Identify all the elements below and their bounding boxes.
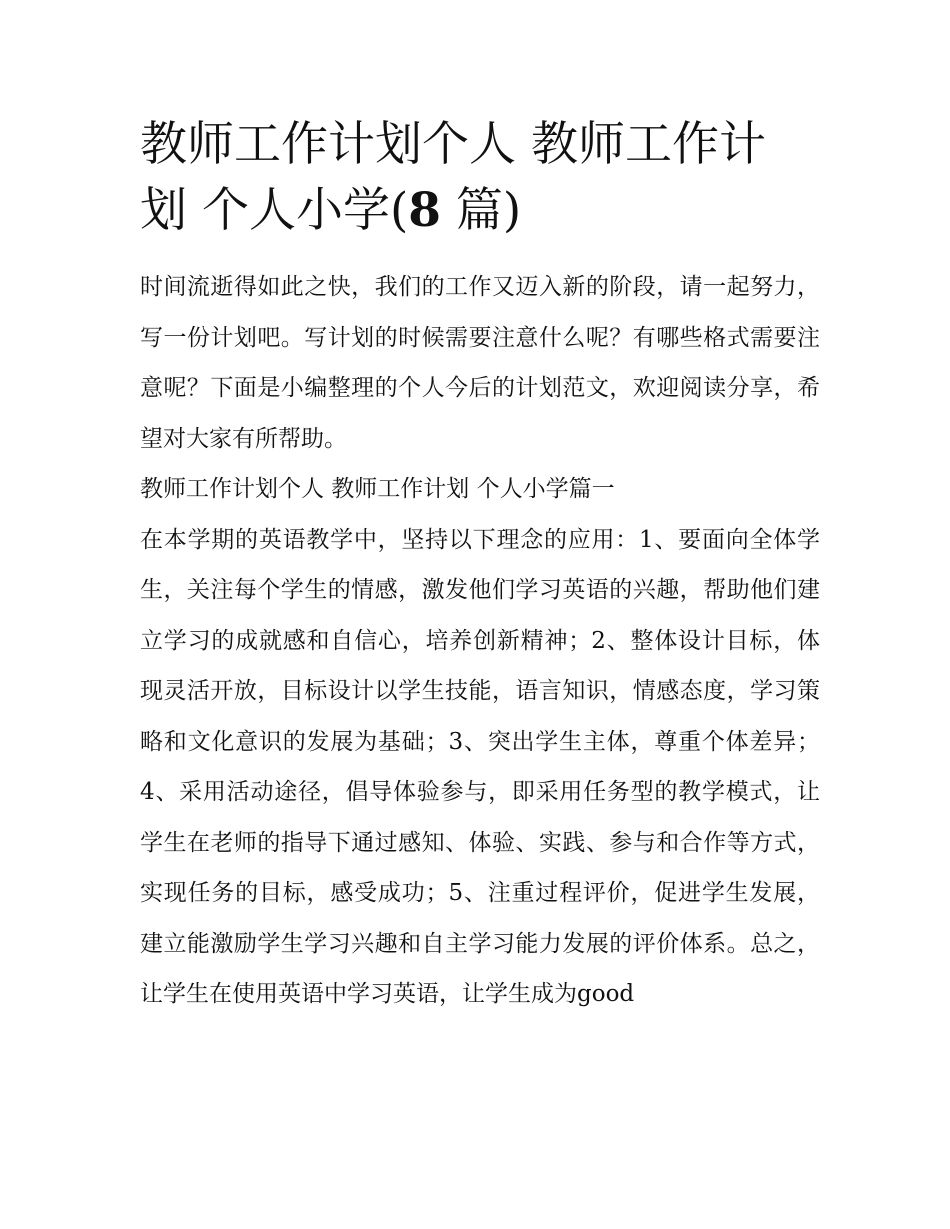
document-content bbox=[140, 112, 820, 1020]
title-line-2-prefix: 划 个人小学( bbox=[140, 183, 409, 238]
title-line-2-number: 8 bbox=[408, 183, 441, 238]
title-line-1: 教师工作计划个人 教师工作计 bbox=[140, 117, 766, 172]
title-line-2-suffix: 篇) bbox=[440, 183, 522, 238]
section-heading: 教师工作计划个人 教师工作计划 个人小学篇一 bbox=[140, 476, 615, 502]
body-paragraph: 在本学期的英语教学中，坚持以下理念的应用：1、要面向全体学生，关注每个学生的情感，激发他们学习英语的兴趣，帮助他们建立学习的成就感和自信心，培养创新精神；2、整体设计目标，体现灵活开放，目标设计以学生技能，语言知识，情感态度，学习策略和文化意识的发展为基础；3、突出学生主体，尊重个体差异；4、采用活动途径，倡导体验参与，即采用任务型的教学模式，让学生在老师的指导下通过感知、体验、实践、参与和合作等方式，实现任务的目标，感受成功；5、注重过程评价，促进学生发展，建立能激励学生学习兴趣和自主学习能力发展的评价体系。总之，让学生在使用英语中学习英语，让学生成为good bbox=[140, 526, 820, 1007]
intro-paragraph: 时间流逝得如此之快，我们的工作又迈入新的阶段，请一起努力，写一份计划吧。写计划的时候需要注意什么呢？有哪些格式需要注意呢？下面是小编整理的个人今后的计划范文，欢迎阅读分享，希望对大家有所帮助。 bbox=[140, 274, 820, 452]
document-title bbox=[140, 112, 820, 244]
